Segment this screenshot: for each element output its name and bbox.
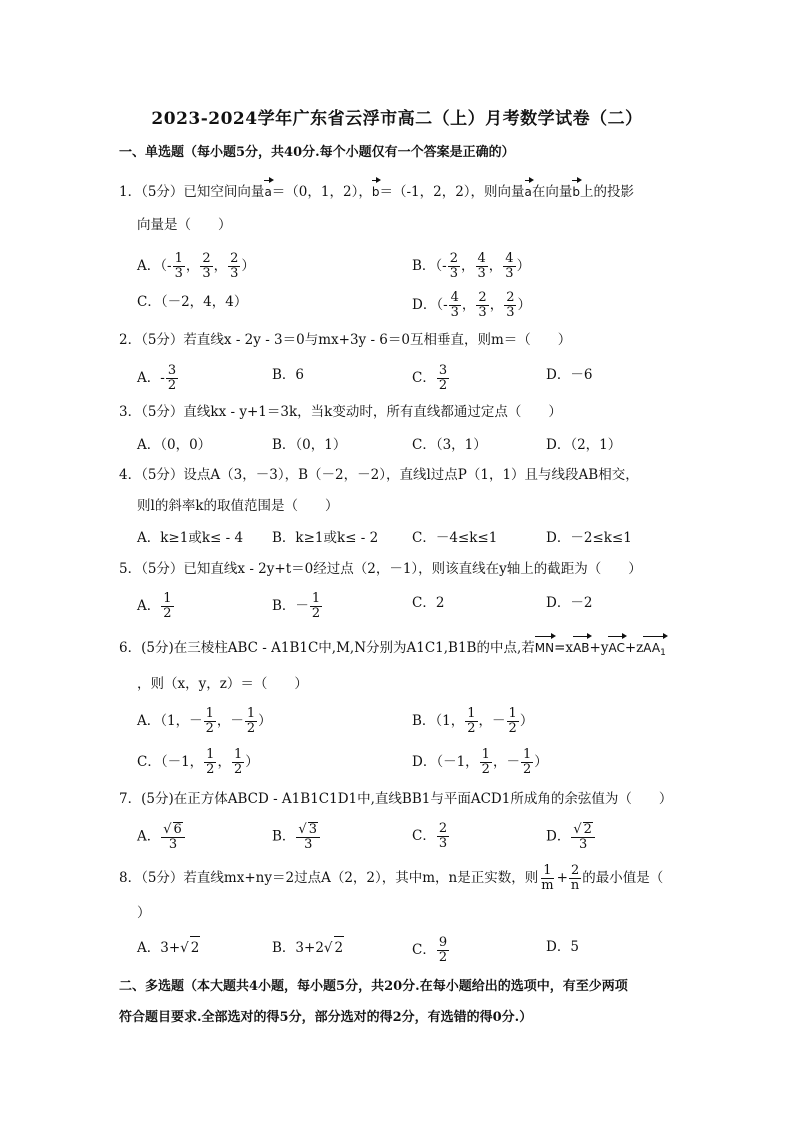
question-2-option-b: B．6	[272, 367, 305, 383]
question-8-option-d: D．5	[546, 939, 579, 955]
section-heading-single-choice: 一、单选题（每小题5分，共40分.每个小题仅有一个答案是正确的）	[119, 145, 515, 160]
question-1: 1．（5分）已知空间向量a＝（0，1，2），b＝（-1，2，2），则向量a在向量b上的投影	[119, 178, 634, 200]
question-5-option-b: B．－ $\frac{1}{2}$	[272, 591, 321, 621]
question-1-option-a: A．（- $\frac{1}{3}$ ， $\frac{2}{3}$ ， $\frac{2}{3}$ ）	[137, 251, 255, 281]
question-3-option-c: C．（3，1）	[412, 437, 487, 453]
question-8: 8．（5分）若直线mx+ny＝2过点A（2，2），其中m，n是正实数，则 $\frac{1}{m}$ + $\frac{2}{n}$ 的最小值是（	[119, 863, 664, 893]
question-7-option-c: C． $\frac{2}{3}$	[412, 821, 448, 851]
question-1-option-b: B．（- $\frac{2}{3}$ ， $\frac{4}{3}$ ， $\frac{4}{3}$ ）	[412, 251, 531, 281]
section-heading-multi-choice: 二、多选题（本大题共4小题，每小题5分，共20分.在每小题给出的选项中，有至少两项	[119, 979, 628, 994]
question-8-option-a: A．3+√ 2	[137, 936, 200, 958]
question-5: 5．（5分）已知直线x - 2y+t＝0经过点（2，－1），则该直线在y轴上的截距为（ ）	[119, 561, 642, 577]
question-8-line-2: ）	[137, 905, 151, 921]
question-6-option-c: C．（－1， $\frac{1}{2}$ ， $\frac{1}{2}$ ）	[137, 747, 259, 777]
question-3: 3．（5分）直线kx - y+1＝3k，当k变动时，所有直线都通过定点（ ）	[119, 404, 562, 420]
question-2-option-d: D．－6	[546, 367, 593, 383]
question-4-option-d: D．－2≤k≤1	[546, 530, 632, 546]
question-5-option-a: A． $\frac{1}{2}$	[137, 591, 172, 621]
question-5-option-d: D．－2	[546, 595, 593, 611]
question-2-option-a: A．- $\frac{3}{2}$	[137, 363, 177, 393]
question-7-option-b: B． $\frac{√ 3}{3}$	[272, 822, 321, 844]
question-3-option-d: D．（2，1）	[546, 437, 622, 453]
question-8-option-c: C． $\frac{9}{2}$	[412, 935, 448, 965]
question-2-option-c: C． $\frac{3}{2}$	[412, 363, 448, 393]
question-8-option-b: B．3+2√ 2	[272, 936, 344, 958]
question-4-line-2: 则l的斜率k的取值范围是（ ）	[137, 498, 339, 514]
question-4-option-b: B．k≥1或k≤ - 2	[272, 530, 379, 546]
question-7-option-d: D． $\frac{√ 2}{3}$	[546, 822, 596, 844]
question-3-option-b: B．（0，1）	[272, 437, 347, 453]
question-6-line-2: ，则（x，y，z）＝（ ）	[137, 676, 308, 692]
question-7-option-a: A． $\frac{√ 6}{3}$	[137, 822, 186, 844]
question-3-option-a: A．（0，0）	[137, 437, 212, 453]
question-4-option-c: C．－4≤k≤1	[412, 530, 498, 546]
section-heading-multi-choice-line-2: 符合题目要求.全部选对的得5分，部分选对的得2分，有选错的得0分.）	[119, 1010, 533, 1025]
question-1-line-2: 向量是（ ）	[137, 217, 232, 233]
page-title: 2023-2024学年广东省云浮市高二（上）月考数学试卷（二）	[151, 109, 643, 129]
question-1-option-c: C．（－2，4，4）	[137, 294, 248, 310]
question-6-option-d: D．（－1， $\frac{1}{2}$ ，－ $\frac{1}{2}$ ）	[412, 747, 548, 777]
question-4: 4．（5分）设点A（3，－3），B（－2，－2），直线l过点P（1，1）且与线段AB相交，	[119, 467, 639, 483]
question-1-option-d: D．（- $\frac{4}{3}$ ， $\frac{2}{3}$ ， $\frac{2}{3}$ ）	[412, 290, 531, 320]
question-5-option-c: C．2	[412, 595, 445, 611]
question-4-option-a: A．k≥1或k≤ - 4	[137, 530, 244, 546]
question-6-option-a: A．（1，－ $\frac{1}{2}$ ，－ $\frac{1}{2}$ ）	[137, 706, 272, 736]
question-2: 2．（5分）若直线x - 2y - 3＝0与mx+3y - 6＝0互相垂直，则m＝（ ）	[119, 332, 572, 348]
question-7: 7．(5分)在正方体ABCD - A1B1C1D1中,直线BB1与平面ACD1所成角的余弦值为（ ）	[119, 791, 673, 807]
question-6: 6．(5分)在三棱柱ABC - A1B1C中,M,N分别为A1C1,B1B的中点,若MN=xAB+yAC+zAA$_1$	[119, 634, 666, 656]
question-6-option-b: B．（1， $\frac{1}{2}$ ，－ $\frac{1}{2}$ ）	[412, 706, 534, 736]
